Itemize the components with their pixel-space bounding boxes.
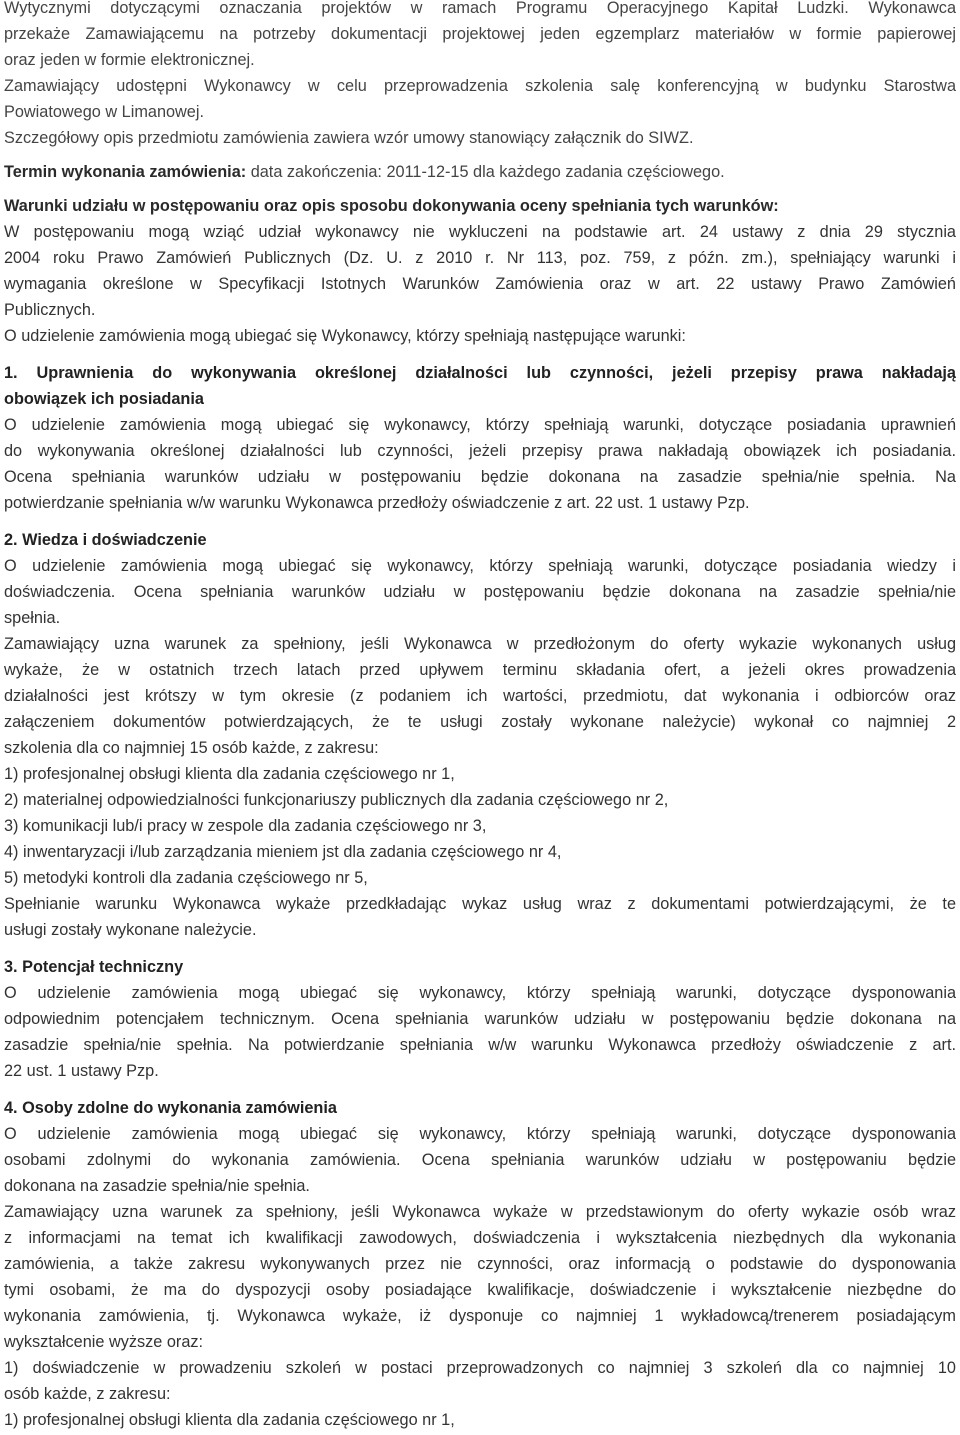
section-1-line: Ocena spełniania warunków udziału w postępowaniu będzie dokonana na zasadzie spełnia/nie spełnia. Na [4, 468, 956, 486]
section-1-line: do wykonywania określonej działalności lub czynności, jeżeli przepisy prawa nakładają obowiązek ich posiadania. [4, 442, 956, 460]
section-2-line: szkolenia dla co najmniej 15 osób każde, z zakresu: [4, 739, 379, 757]
section-4-line: tymi osobami, że ma do dyspozycji osoby posiadające kwalifikacje, doświadczenie i wykształcenie niezbędne do [4, 1281, 956, 1299]
warunki-line: W postępowaniu mogą wziąć udział wykonawcy nie wykluczeni na podstawie art. 24 ustawy z dnia 29 stycznia [4, 223, 956, 241]
warunki-heading: Warunki udziału w postępowaniu oraz opis sposobu dokonywania oceny spełniania tych warunków: [4, 197, 779, 215]
section-3-heading: 3. Potencjał techniczny [4, 958, 184, 976]
intro-paragraphs [4, 0, 956, 151]
section-2-line: działalności jest krótszy w tym okresie (z podaniem ich wartości, przedmiotu, dat wykonania i odbiorców oraz [4, 687, 956, 705]
warunki-line: Publicznych. [4, 301, 96, 319]
termin-paragraph [4, 159, 956, 185]
section-1 [4, 360, 956, 516]
intro-line: Szczegółowy opis przedmiotu zamówienia zawiera wzór umowy stanowiący załącznik do SIWZ. [4, 129, 694, 147]
section-4-line: wykształcenie wyższe oraz: [4, 1333, 204, 1351]
section-4-line: z informacjami na temat ich kwalifikacji zawodowych, doświadczenia i wykształcenia niezbędnych dla wykonania [4, 1229, 956, 1247]
section-1-heading: 1. Uprawnienia do wykonywania określonej działalności lub czynności, jeżeli przepisy prawa nakładają [4, 364, 956, 382]
warunki-line: 2004 roku Prawo Zamówień Publicznych (Dz. U. z 2010 r. Nr 113, poz. 759, z późn. zm.), spełniający warunki i [4, 249, 956, 267]
section-4-heading: 4. Osoby zdolne do wykonania zamówienia [4, 1099, 337, 1117]
section-4-line: O udzielenie zamówienia mogą ubiegać się wykonawcy, którzy spełniają warunki, dotyczące dysponowania [4, 1125, 956, 1143]
section-3-line: O udzielenie zamówienia mogą ubiegać się wykonawcy, którzy spełniają warunki, dotyczące dysponowania [4, 984, 956, 1002]
intro-line: Powiatowego w Limanowej. [4, 103, 205, 121]
section-2 [4, 527, 956, 943]
section-1-line: potwierdzanie spełniania w/w warunku Wykonawca przedłoży oświadczenie z art. 22 ust. 1 ustawy Pzp. [4, 494, 750, 512]
list-item: 5) metodyki kontroli dla zadania częściowego nr 5, [4, 869, 368, 887]
section-1-heading: obowiązek ich posiadania [4, 390, 204, 408]
section-4-line: osobami zdolnymi do wykonania zamówienia. Ocena spełniania warunków udziału w postępowaniu będzie [4, 1151, 956, 1169]
section-4-line: wykonania zamówienia, tj. Wykonawca wykaże, iż dysponuje co najmniej 1 wykładowcą/trenerem posiadającym [4, 1307, 956, 1325]
warunki-section [4, 193, 956, 349]
intro-line: Zamawiający udostępni Wykonawcy w celu przeprowadzenia szkolenia salę konferencyjną w budynku Starostwa [4, 77, 956, 95]
termin-label: Termin wykonania zamówienia: [4, 163, 247, 181]
intro-line: przekaże Zamawiającemu na potrzeby dokumentacji projektowej jeden egzemplarz materiałów w formie papierowej [4, 25, 956, 43]
list-item: 3) komunikacji lub/i pracy w zespole dla zadania częściowego nr 3, [4, 817, 487, 835]
warunki-line: O udzielenie zamówienia mogą ubiegać się Wykonawcy, którzy spełniają następujące warunki: [4, 327, 686, 345]
section-3-line: 22 ust. 1 ustawy Pzp. [4, 1062, 159, 1080]
section-2-line: wykaże, że w ostatnich trzech latach przed upływem terminu składania ofert, a jeżeli okres prowadzenia [4, 661, 956, 679]
section-4-line: zamówienia, a także zakresu wykonywanych przez nie czynności, oraz informacją o podstawie do dysponowania [4, 1255, 956, 1273]
list-item: 1) profesjonalnej obsługi klienta dla zadania częściowego nr 1, [4, 1411, 455, 1429]
section-2-line: spełnia. [4, 609, 61, 627]
section-2-line: załączeniem dokumentów potwierdzających, że te usługi zostały wykonane należycie) wykonał co najmniej 2 [4, 713, 956, 731]
section-4 [4, 1095, 956, 1433]
section-4-line: osób każde, z zakresu: [4, 1385, 171, 1403]
section-2-line: usługi zostały wykonane należycie. [4, 921, 257, 939]
section-2-line: Spełnianie warunku Wykonawca wykaże przedkładając wykaz usług wraz z dokumentami potwierdzającymi, że te [4, 895, 956, 913]
section-2-line: doświadczenia. Ocena spełniania warunków udziału w postępowaniu będzie dokonana na zasadzie spełnia/nie [4, 583, 956, 601]
section-2-line: Zamawiający uzna warunek za spełniony, jeśli Wykonawca w przedłożonym do oferty wykazie wykonanych usług [4, 635, 956, 653]
section-3-line: zasadzie spełnia/nie spełnia. Na potwierdzanie spełniania w/w warunku Wykonawca przedłoży oświadczenie z art. [4, 1036, 956, 1054]
section-3-line: odpowiednim potencjałem technicznym. Ocena spełniania warunków udziału w postępowaniu będzie dokonana na [4, 1010, 956, 1028]
section-4-line: dokonana na zasadzie spełnia/nie spełnia. [4, 1177, 310, 1195]
list-item: 2) materialnej odpowiedzialności funkcjonariuszy publicznych dla zadania częściowego nr 2, [4, 791, 669, 809]
section-3 [4, 954, 956, 1084]
warunki-line: wymagania określone w Specyfikacji Istotnych Warunków Zamówienia oraz w art. 22 ustawy Prawo Zamówień [4, 275, 956, 293]
termin-value: data zakończenia: 2011-12-15 dla każdego zadania częściowego. [246, 163, 725, 181]
intro-line: oraz jeden w formie elektronicznej. [4, 51, 255, 69]
section-1-line: O udzielenie zamówienia mogą ubiegać się wykonawcy, którzy spełniają warunki, dotyczące posiadania uprawnień [4, 416, 956, 434]
section-4-line: Zamawiający uzna warunek za spełniony, jeśli Wykonawca wykaże w przedstawionym do oferty wykazie osób wraz [4, 1203, 956, 1221]
list-item: 1) profesjonalnej obsługi klienta dla zadania częściowego nr 1, [4, 765, 455, 783]
section-2-heading: 2. Wiedza i doświadczenie [4, 531, 207, 549]
section-4-line: 1) doświadczenie w prowadzeniu szkoleń w postaci przeprowadzonych co najmniej 3 szkoleń dla co najmniej 10 [4, 1359, 956, 1377]
section-2-line: O udzielenie zamówienia mogą ubiegać się wykonawcy, którzy spełniają warunki, dotyczące posiadania wiedzy i [4, 557, 956, 575]
intro-line: Wytycznymi dotyczącymi oznaczania projektów w ramach Programu Operacyjnego Kapitał Ludzki. Wykonawca [4, 0, 956, 17]
list-item: 4) inwentaryzacji i/lub zarządzania mieniem jst dla zadania częściowego nr 4, [4, 843, 562, 861]
